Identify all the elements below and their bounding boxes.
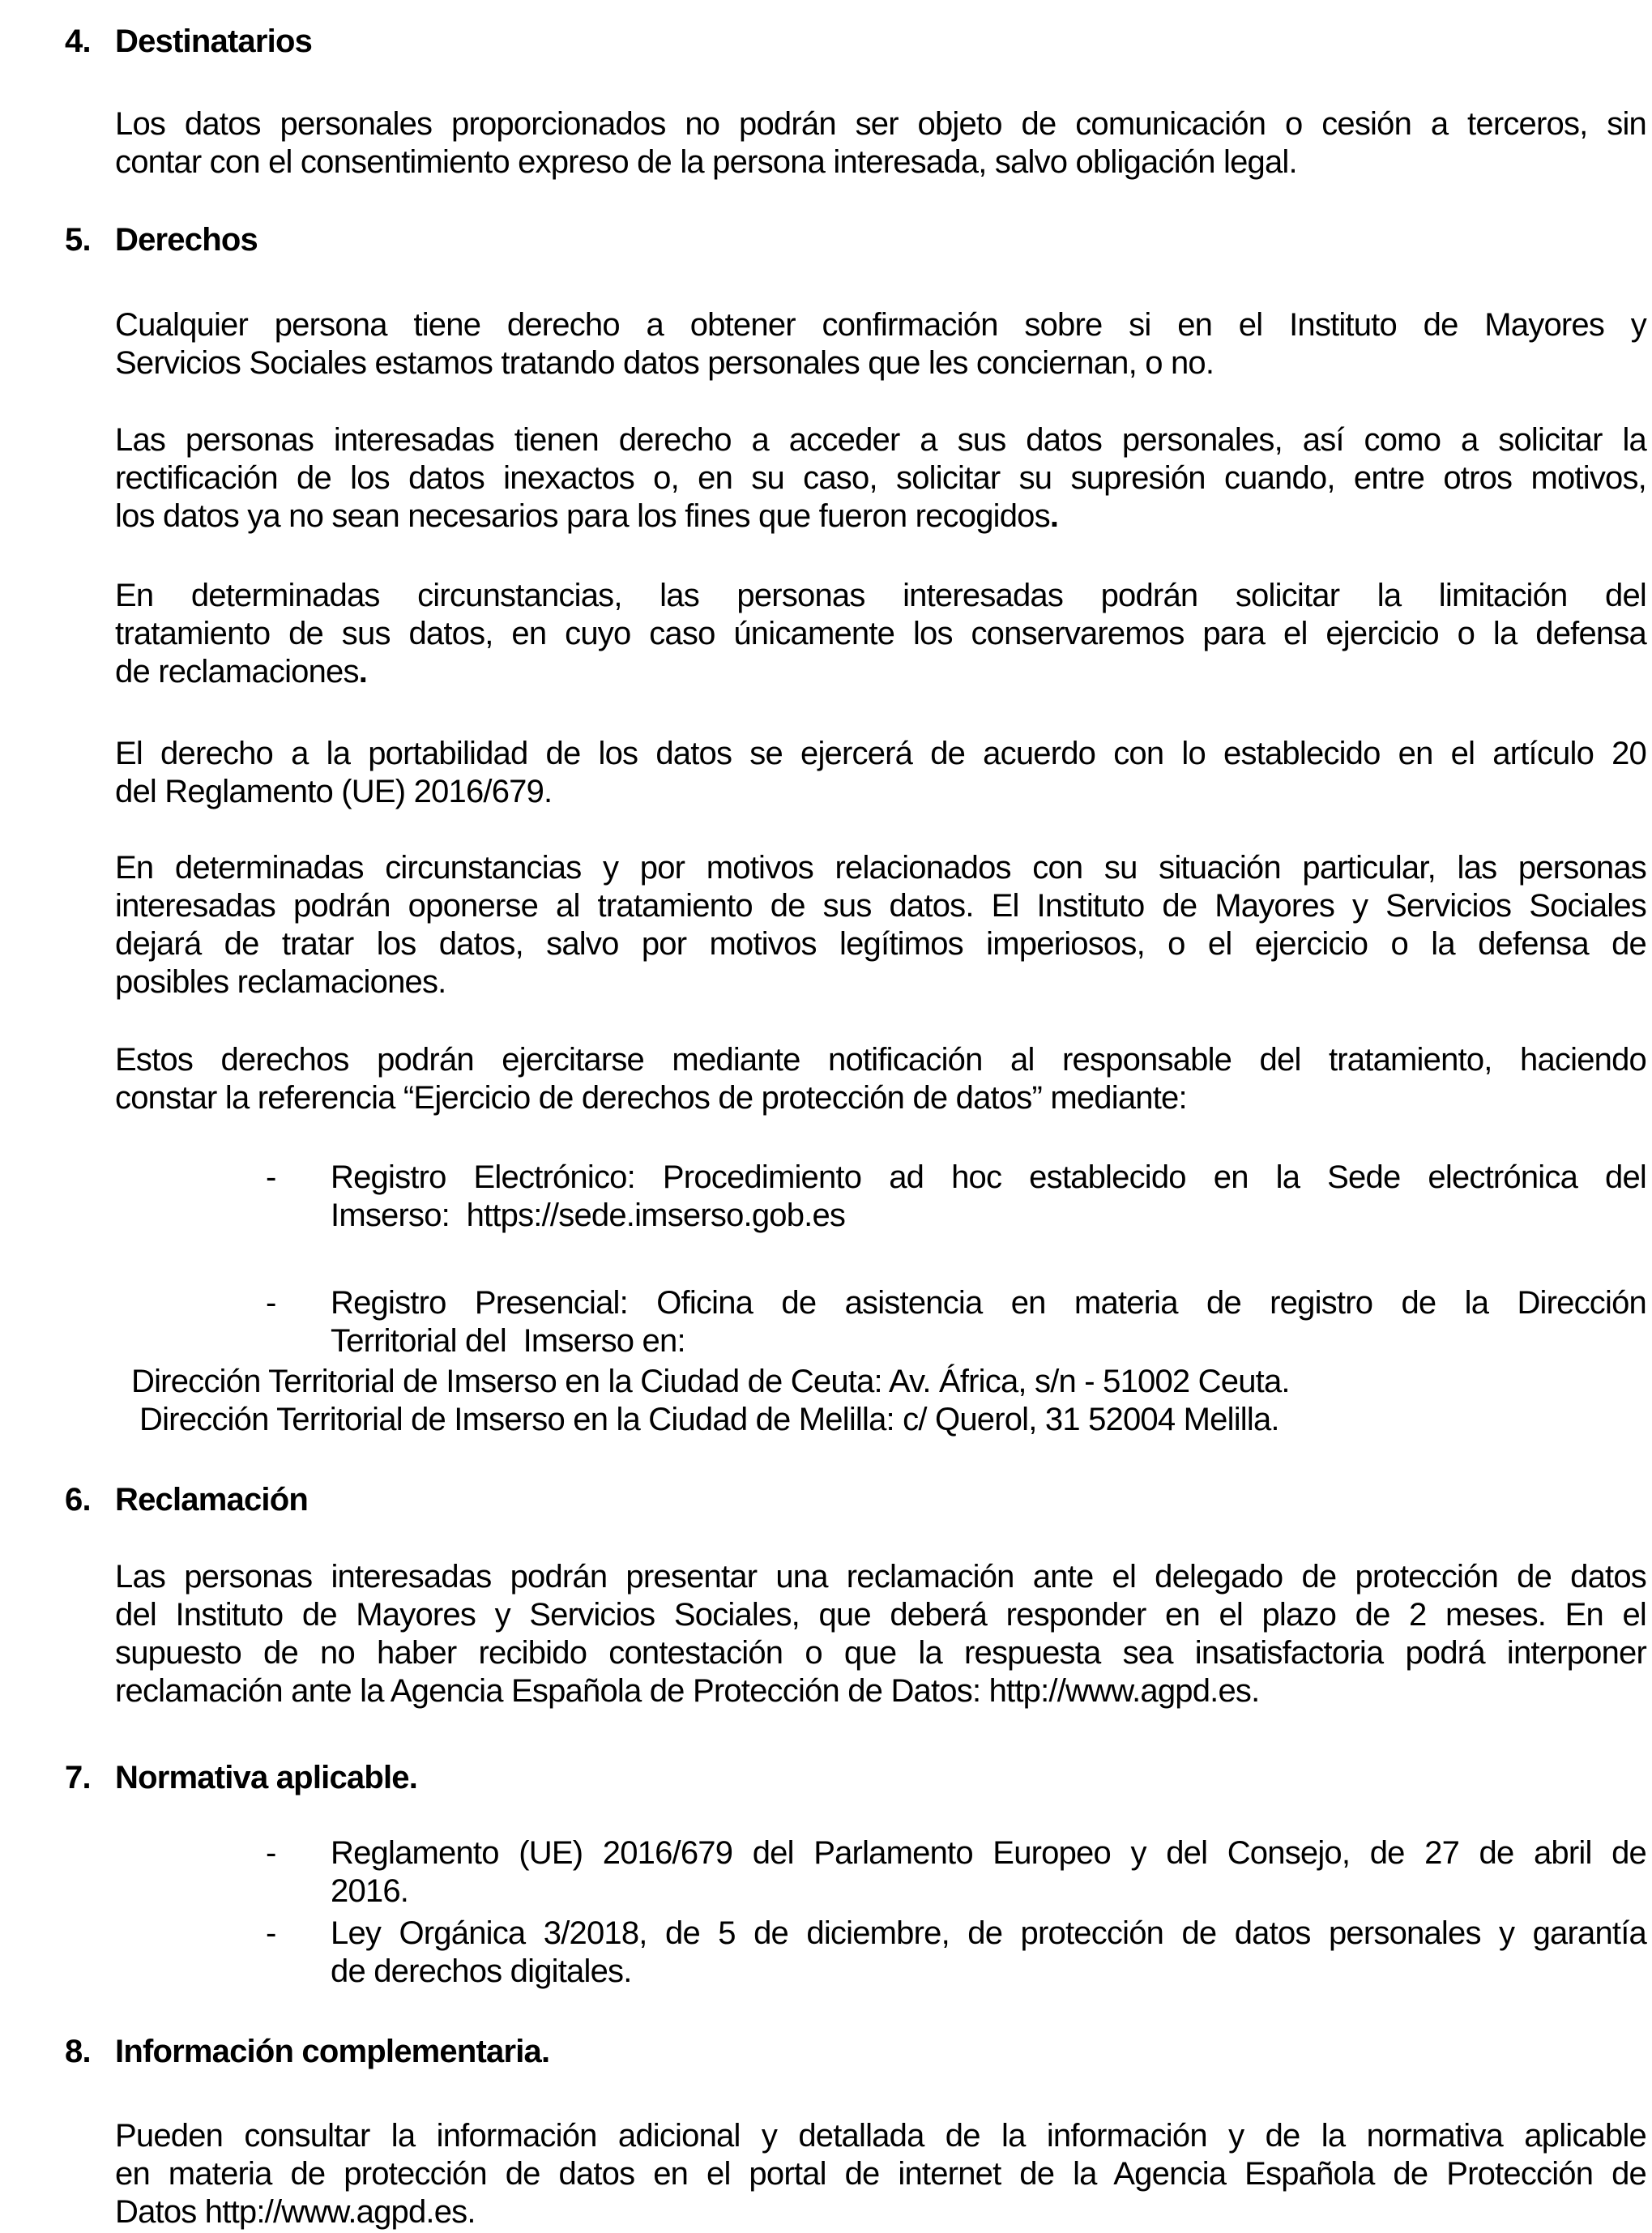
text-line: 2016.: [331, 1873, 409, 1909]
heading-title: Derechos: [115, 222, 258, 258]
paragraph-derechos-confirmacion: [115, 306, 1646, 382]
text-line: Cualquier persona tiene derecho a obtener confirmación sobre si en el Instituto de Mayores y: [115, 307, 1646, 343]
heading-number: 7.: [65, 1760, 91, 1795]
dash-marker: -: [266, 1835, 276, 1871]
dash-marker: -: [266, 1285, 276, 1321]
text-line: Servicios Sociales estamos tratando datos personales que les conciernan, o no.: [115, 345, 1214, 381]
bullet-text: [331, 1159, 1646, 1235]
text-line: Reglamento (UE) 2016/679 del Parlamento Europeo y del Consejo, de 27 de abril de: [331, 1835, 1646, 1871]
heading-title: Destinatarios: [115, 23, 313, 59]
text-line: Registro Electrónico: Procedimiento ad hoc establecido en la Sede electrónica del: [331, 1159, 1646, 1195]
text-segment: los datos ya no sean necesarios para los fines que fueron recogidos: [115, 498, 1050, 534]
section-heading-destinatarios: [65, 23, 1646, 61]
text-line: de derechos digitales.: [331, 1953, 632, 1989]
text-line: Pueden consultar la información adicional y detallada de la información y de la normativa aplicable: [115, 2118, 1646, 2154]
text-line: rectificación de los datos inexactos o, en su caso, solicitar su supresión cuando, entre otros motivos,: [115, 460, 1646, 496]
text-line: Registro Presencial: Oficina de asistencia en materia de registro de la Dirección: [331, 1285, 1646, 1321]
section-heading-normativa: [65, 1759, 1646, 1797]
paragraph-destinatarios: [115, 105, 1646, 181]
text-line: en materia de protección de datos en el portal de internet de la Agencia Española de Protección de: [115, 2156, 1646, 2192]
text-line: [115, 497, 1646, 536]
bold-period: .: [358, 654, 368, 690]
dash-marker: -: [266, 1159, 276, 1195]
text-line: Los datos personales proporcionados no podrán ser objeto de comunicación o cesión a terceros, sin: [115, 106, 1646, 142]
address-line-ceuta: Dirección Territorial de Imserso en la Ciudad de Ceuta: Av. África, s/n - 51002 Ceuta.: [131, 1364, 1290, 1399]
bullet-item-registro-presencial: [266, 1284, 1646, 1360]
bullet-text: [331, 1915, 1646, 1991]
heading-number: 5.: [65, 222, 91, 258]
text-line: reclamación ante la Agencia Española de Protección de Datos: http://www.agpd.es.: [115, 1673, 1260, 1709]
text-line: Estos derechos podrán ejercitarse mediante notificación al responsable del tratamiento, haciendo: [115, 1042, 1646, 1078]
text-line: Imserso: https://sede.imserso.gob.es: [331, 1198, 846, 1233]
text-line: El derecho a la portabilidad de los datos se ejercerá de acuerdo con lo establecido en el artículo 20: [115, 736, 1646, 771]
text-line: interesadas podrán oponerse al tratamiento de sus datos. El Instituto de Mayores y Servicios Sociales: [115, 888, 1646, 924]
paragraph-derechos-oposicion: [115, 849, 1646, 1001]
text-line: Datos http://www.agpd.es.: [115, 2194, 476, 2230]
section-heading-reclamacion: [65, 1481, 1646, 1519]
bullet-text: [331, 1284, 1646, 1360]
text-line: Territorial del Imserso en:: [331, 1323, 685, 1359]
paragraph-derechos-portabilidad: [115, 735, 1646, 811]
text-line: contar con el consentimiento expreso de la persona interesada, salvo obligación legal.: [115, 144, 1297, 180]
section-heading-derechos: [65, 221, 1646, 259]
paragraph-derechos-ejercicio: [115, 1041, 1646, 1117]
paragraph-derechos-acceso: [115, 421, 1646, 536]
paragraph-informacion-complementaria: [115, 2117, 1646, 2231]
text-line: [115, 653, 1646, 691]
text-line: tratamiento de sus datos, en cuyo caso únicamente los conservaremos para el ejercicio o la defensa: [115, 616, 1646, 651]
section-heading-informacion-complementaria: [65, 2033, 1646, 2071]
paragraph-derechos-limitacion: [115, 577, 1646, 691]
heading-number: 6.: [65, 1482, 91, 1518]
text-line: En determinadas circunstancias y por motivos relacionados con su situación particular, las personas: [115, 850, 1646, 886]
text-line: Las personas interesadas podrán presentar una reclamación ante el delegado de protección de datos: [115, 1559, 1646, 1595]
paragraph-reclamacion: [115, 1558, 1646, 1710]
text-line: Ley Orgánica 3/2018, de 5 de diciembre, de protección de datos personales y garantía: [331, 1915, 1646, 1951]
heading-title: Normativa aplicable.: [115, 1760, 418, 1795]
text-line: supuesto de no haber recibido contestación o que la respuesta sea insatisfactoria podrá interponer: [115, 1635, 1646, 1671]
text-line: del Instituto de Mayores y Servicios Sociales, que deberá responder en el plazo de 2 meses. En el: [115, 1597, 1646, 1633]
heading-title: Información complementaria.: [115, 2034, 550, 2069]
text-segment: de reclamaciones: [115, 654, 359, 690]
heading-number: 8.: [65, 2034, 91, 2069]
text-line: En determinadas circunstancias, las personas interesadas podrán solicitar la limitación del: [115, 578, 1646, 613]
heading-title: Reclamación: [115, 1482, 308, 1518]
text-line: dejará de tratar los datos, salvo por motivos legítimos imperiosos, o el ejercicio o la defensa de: [115, 926, 1646, 962]
address-line-melilla: Dirección Territorial de Imserso en la Ciudad de Melilla: c/ Querol, 31 52004 Melilla.: [139, 1402, 1279, 1437]
heading-number: 4.: [65, 23, 91, 59]
text-line: Las personas interesadas tienen derecho a acceder a sus datos personales, así como a solicitar la: [115, 422, 1646, 458]
text-line: posibles reclamaciones.: [115, 964, 446, 1000]
bold-period: .: [1049, 498, 1059, 534]
dash-marker: -: [266, 1915, 276, 1951]
bullet-item-registro-electronico: [266, 1159, 1646, 1235]
bullet-item-reglamento-ue: [266, 1834, 1646, 1911]
text-line: constar la referencia “Ejercicio de derechos de protección de datos” mediante:: [115, 1080, 1187, 1116]
bullet-item-ley-organica: [266, 1915, 1646, 1991]
bullet-text: [331, 1834, 1646, 1911]
text-line: del Reglamento (UE) 2016/679.: [115, 774, 553, 809]
